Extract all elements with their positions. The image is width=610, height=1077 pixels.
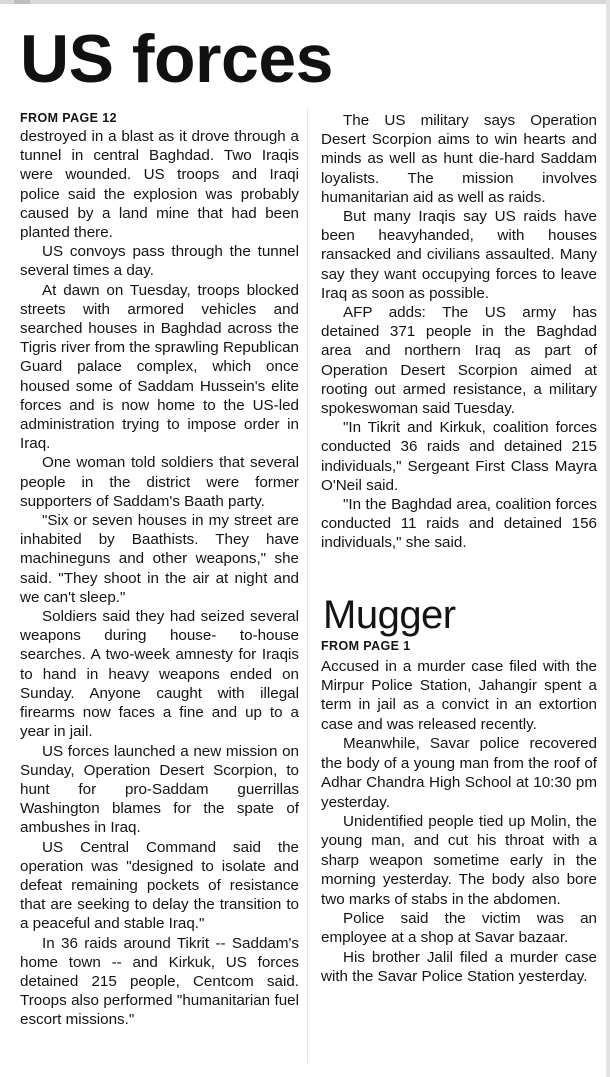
page-edge	[606, 0, 610, 1077]
paragraph: "In the Baghdad area, coalition forces conducted 11 raids and detained 156 individuals," she said.	[321, 496, 597, 552]
continuation-kicker: FROM PAGE 1	[321, 638, 411, 653]
mugger-body	[321, 657, 597, 987]
paragraph: In 36 raids around Tikrit -- Saddam's home town -- and Kirkuk, US forces detained 215 people, Centcom said. Troops also performed "humanitarian fuel escort missions."	[20, 934, 299, 1029]
paragraph: One woman told soldiers that several people in the district were former supporters of Saddam's Baath party.	[20, 454, 299, 510]
headline-us-forces: US forces	[20, 21, 333, 97]
headline-mugger: Mugger	[323, 592, 456, 637]
paragraph: US convoys pass through the tunnel several times a day.	[20, 243, 299, 280]
paragraph: Soldiers said they had seized several weapons during house- to-house searches. A two-week amnesty for Iraqis to hand in heavy weapons ended on Sunday. Anyone caught with illegal firearms now faces a fine and up to a year in jail.	[20, 608, 299, 741]
paragraph: destroyed in a blast as it drove through a tunnel in central Baghdad. Two Iraqis were wounded. US troops and Iraqi police said the explosion was probably caused by a land mine that had been planted there.	[20, 128, 299, 242]
paragraph: At dawn on Tuesday, troops blocked streets with armored vehicles and searched houses in Baghdad across the Tigris river from the sprawling Republican Guard palace complex, which once housed some of Saddam Hussein's elite forces and is now home to the US-led administration trying to impose order in Iraq.	[20, 281, 299, 453]
column-divider	[307, 108, 308, 1063]
paragraph: US Central Command said the operation was "designed to isolate and defeat remaining pockets of resistance that are seeking to delay the transition to a peaceful and stable Iraq."	[20, 838, 299, 933]
top-rule	[0, 0, 610, 4]
paragraph: Accused in a murder case filed with the Mirpur Police Station, Jahangir spent a term in jail as a convict in an extortion case and was released recently.	[321, 657, 597, 733]
paragraph: AFP adds: The US army has detained 371 people in the Baghdad area and northern Iraq as part of Operation Desert Scorpion aimed at rooting out armed resistance, a military spokeswoman said Tuesday.	[321, 304, 597, 418]
paragraph: "Six or seven houses in my street are inhabited by Baathists. They have machineguns and other weapons," she said. "They shoot in the air at night and we can't sleep."	[20, 512, 299, 606]
paragraph: His brother Jalil filed a murder case with the Savar Police Station yesterday.	[321, 948, 597, 986]
us-forces-column-right	[321, 111, 597, 553]
continuation-kicker: FROM PAGE 12	[20, 111, 117, 125]
paragraph: "In Tikrit and Kirkuk, coalition forces conducted 36 raids and detained 215 individuals," Sergeant First Class Mayra O'Neil said.	[321, 419, 597, 494]
paragraph: The US military says Operation Desert Scorpion aims to win hearts and minds as well as hunt die-hard Saddam loyalists. The mission involves humanitarian aid as well as raids.	[321, 112, 597, 206]
paragraph: Police said the victim was an employee at a shop at Savar bazaar.	[321, 909, 597, 947]
section-gap	[321, 553, 597, 593]
paragraph: Unidentified people tied up Molin, the young man, and cut his throat with a sharp weapon sometime early in the morning yesterday. The body also bore two marks of stabs in the abdomen.	[321, 812, 597, 908]
corner-mark	[14, 0, 30, 4]
right-column	[321, 111, 597, 987]
paragraph: US forces launched a new mission on Sunday, Operation Desert Scorpion, to hunt for pro-Saddam guerrillas Washington blames for the spate of ambushes in Iraq.	[20, 742, 299, 837]
paragraph: But many Iraqis say US raids have been heavyhanded, with houses ransacked and civilians assaulted. Many say they want occupying forces to leave Iraq as soon as possible.	[321, 208, 597, 302]
us-forces-column-left	[20, 111, 299, 1030]
paragraph: Meanwhile, Savar police recovered the body of a young man from the roof of Adhar Chandra High School at 10:30 pm yesterday.	[321, 735, 597, 811]
mugger-article	[321, 593, 597, 987]
